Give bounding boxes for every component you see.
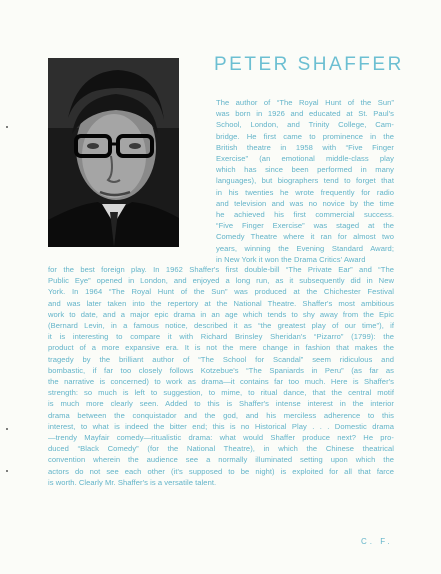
text-line: —trendy Mayfair comedy—ritualistic drama: what would Shaffer produce next? He pro-	[48, 433, 394, 443]
page-title: PETER SHAFFER	[214, 54, 404, 75]
text-line: (Bernard Levin, in a famous notice, described it as “the greatest play of our time”), if	[48, 321, 394, 331]
text-line: in New York it won the Drama Critics' Award	[216, 254, 366, 264]
portrait-photo-icon	[48, 58, 179, 247]
text-line: work to date, and a major epic drama in an age which tends to shy away from the Epic	[48, 309, 394, 319]
author-portrait-photo	[48, 58, 179, 247]
bio-column-text	[216, 97, 394, 265]
text-line: Comedy Theatre where it ran for almost two	[216, 232, 394, 242]
text-line: interest, to what is indeed the bitter end; this is no Historical Play . . . Domestic drama	[48, 421, 394, 431]
text-line: Exercise” (an emotional middle-class play	[216, 154, 394, 164]
text-line: product of a more expansive era. It is not the mere change in fashion that makes the	[48, 343, 394, 353]
page-speck	[6, 428, 8, 430]
text-line: and was later taken into the repertory at the National Theatre. Shaffer's most ambitious	[48, 298, 394, 308]
text-line: bridge. He first came to prominence in the	[216, 131, 394, 141]
text-line: actors do not see each other (it's supposed to be night) is exploited for all that farce	[48, 466, 394, 476]
page-speck	[6, 126, 8, 128]
text-line: strength: so much is left to suggestion, to mime, to ritual dance, that the central motif	[48, 388, 394, 398]
author-signature: C. F.	[361, 537, 393, 546]
text-line: it is interesting to compare it with Richard Brinsley Sheridan's “Pizarro” (1799): the	[48, 332, 394, 342]
text-line: The author of “The Royal Hunt of the Sun”	[216, 98, 394, 107]
text-line: drama between the conquistador and the god, and his merciless adherence to this	[48, 410, 394, 420]
text-line: is much more clearly seen. Added to this is Shaffer's intense interest in the interior	[48, 399, 394, 409]
text-line: School, London, and Trinity College, Cam-	[216, 120, 394, 130]
text-line: for the best foreign play. In 1962 Shaffer's first double-bill “The Private Ear” and “The	[48, 265, 394, 274]
text-line: Public Eye” opened in London, and enjoyed a long run, as it subsequently did in New	[48, 276, 394, 286]
text-line: the narrative is concerned) to work as drama—it contains far too much. Here is Shaffer's	[48, 377, 394, 387]
text-line: York. In 1964 “The Royal Hunt of the Sun” was produced at the Chichester Festival	[48, 287, 394, 297]
text-line: duced “Black Comedy” (for the National Theatre), in which the Chinese theatrical	[48, 444, 394, 454]
text-line: “Five Finger Exercise” was staged at the	[216, 221, 394, 231]
text-line: British theatre in 1958 with “Five Finger	[216, 142, 394, 152]
text-line: is worth. Clearly Mr. Shaffer's is a versatile talent.	[48, 477, 217, 487]
text-line: and television and was no novice by the time	[216, 198, 394, 208]
text-line: was born in 1926 and educated at St. Paul's	[216, 109, 394, 119]
bio-body-text	[48, 264, 394, 488]
text-line: tragedy by the brilliant author of “The School for Scandal” seem ridiculous and	[48, 354, 394, 364]
text-line: languages), but biographers tend to forget that	[216, 176, 394, 186]
text-line: in his twenties he wrote frequently for radio	[216, 187, 394, 197]
page-speck	[6, 470, 8, 472]
text-line: he achieved his first commercial success.	[216, 210, 394, 220]
text-line: bombastic, if far too closely follows Kotzebue's “The Spaniards in Peru” (as far as	[48, 365, 394, 375]
text-line: years, winning the Evening Standard Award;	[216, 243, 394, 253]
text-line: convention wherein the audience see a normally illuminated setting upon which the	[48, 455, 394, 465]
text-line: which has since been performed in many	[216, 165, 394, 175]
